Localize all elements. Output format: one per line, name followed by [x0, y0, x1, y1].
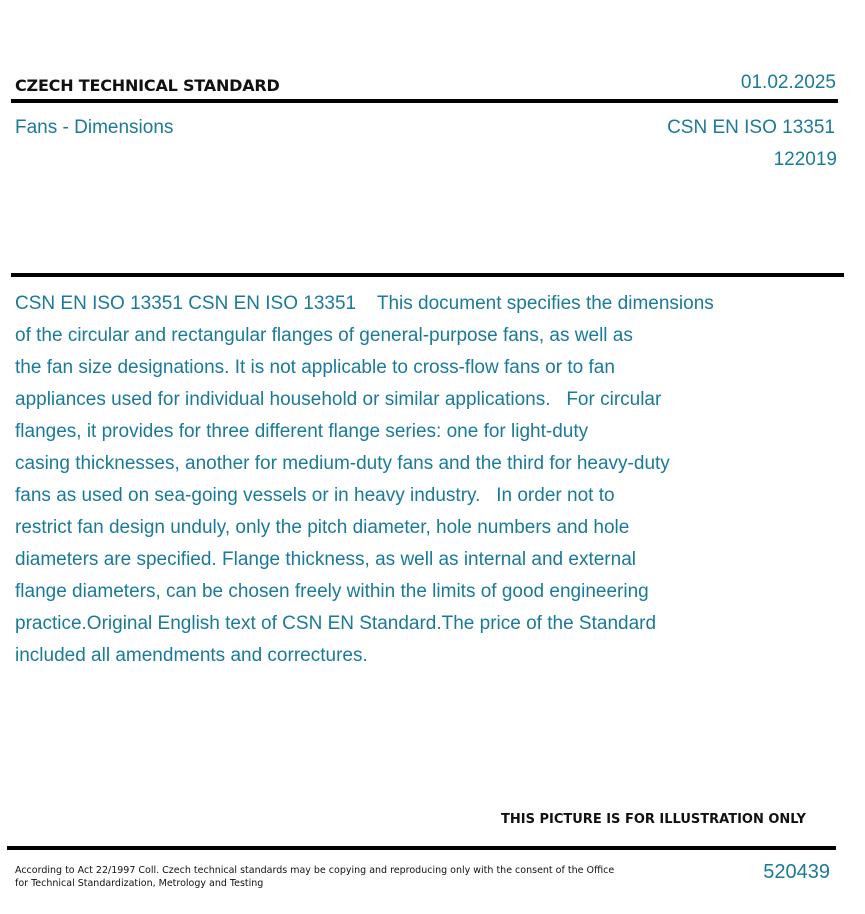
- abstract-line: CSN EN ISO 13351 CSN EN ISO 13351 This document specifies the dimensions: [15, 293, 714, 314]
- abstract-line: fans as used on sea-going vessels or in heavy industry. In order not to: [15, 485, 615, 506]
- abstract-line: appliances used for individual household or similar applications. For circular: [15, 389, 662, 410]
- legal-notice: [15, 864, 615, 890]
- footer-divider: [7, 846, 836, 850]
- abstract-line: restrict fan design unduly, only the pitch diameter, hole numbers and hole: [15, 517, 630, 538]
- abstract-line: flange diameters, can be chosen freely within the limits of good engineering: [15, 581, 649, 602]
- abstract-line: flanges, it provides for three different flange series: one for light-duty: [15, 421, 589, 442]
- document-title: Fans - Dimensions: [15, 117, 174, 138]
- header-divider: [11, 99, 838, 103]
- abstract-line: included all amendments and correctures.: [15, 645, 368, 666]
- illustration-disclaimer: THIS PICTURE IS FOR ILLUSTRATION ONLY: [501, 812, 806, 827]
- body-divider: [11, 273, 844, 277]
- abstract-line: casing thicknesses, another for medium-duty fans and the third for heavy-duty: [15, 453, 670, 474]
- abstract-line: the fan size designations. It is not applicable to cross-flow fans or to fan: [15, 357, 615, 378]
- abstract-line: diameters are specified. Flange thickness, as well as internal and external: [15, 549, 636, 570]
- standard-category-label: CZECH TECHNICAL STANDARD: [15, 76, 280, 95]
- document-abstract: [15, 288, 815, 672]
- catalog-number: 520439: [763, 861, 830, 883]
- publication-date: 01.02.2025: [740, 72, 836, 93]
- standard-number: CSN EN ISO 13351: [667, 117, 835, 138]
- abstract-line: of the circular and rectangular flanges of general-purpose fans, as well as: [15, 325, 633, 346]
- classification-code: 122019: [773, 149, 837, 170]
- abstract-line: practice.Original English text of CSN EN Standard.The price of the Standard: [15, 613, 657, 634]
- legal-notice-line: for Technical Standardization, Metrology and Testing: [15, 878, 264, 889]
- legal-notice-line: According to Act 22/1997 Coll. Czech technical standards may be copying and reproducing only with the consent of the Office: [15, 865, 615, 876]
